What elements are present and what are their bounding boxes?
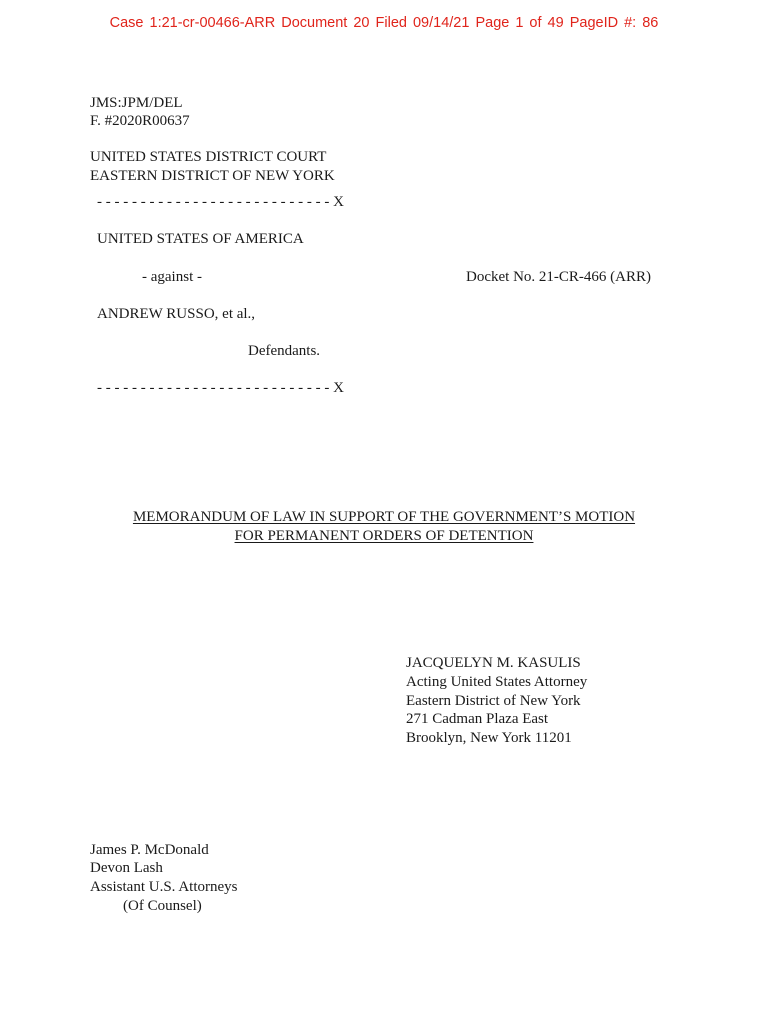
of-counsel-label: (Of Counsel) — [123, 898, 202, 914]
caption-divider-top: - - - - - - - - - - - - - - - - - - - - - - - - - - - X — [97, 194, 344, 210]
counsel-attorney-1: James P. McDonald — [90, 842, 209, 858]
signatory-street: 271 Cadman Plaza East — [406, 711, 549, 727]
counsel-role: Assistant U.S. Attorneys — [90, 879, 238, 895]
defendant-name: ANDREW RUSSO, et al., — [97, 306, 256, 322]
counsel-attorney-2: Devon Lash — [90, 860, 163, 876]
signatory-district: Eastern District of New York — [406, 693, 581, 709]
court-district: EASTERN DISTRICT OF NEW YORK — [90, 168, 335, 184]
against-label: - against - — [142, 269, 202, 285]
signatory-role: Acting United States Attorney — [406, 674, 588, 690]
file-initials: JMS:JPM/DEL — [90, 95, 183, 111]
signatory-city: Brooklyn, New York 11201 — [406, 730, 572, 746]
title-line-2: FOR PERMANENT ORDERS OF DETENTION — [234, 528, 534, 544]
court-name: UNITED STATES DISTRICT COURT — [90, 149, 327, 165]
docket-number: Docket No. 21-CR-466 (ARR) — [466, 269, 651, 285]
document-title — [0, 508, 768, 546]
plaintiff-name: UNITED STATES OF AMERICA — [97, 231, 304, 247]
caption-divider-bottom: - - - - - - - - - - - - - - - - - - - - - - - - - - - X — [97, 380, 344, 396]
title-line-1: MEMORANDUM OF LAW IN SUPPORT OF THE GOVERNMENT’S MOTION — [132, 509, 636, 525]
file-number: F. #2020R00637 — [90, 113, 190, 129]
signatory-name: JACQUELYN M. KASULIS — [406, 655, 581, 671]
ecf-header-stamp: Case 1:21-cr-00466-ARR Document 20 Filed 09/14/21 Page 1 of 49 PageID #: 86 — [109, 15, 659, 31]
defendants-label: Defendants. — [248, 343, 321, 359]
